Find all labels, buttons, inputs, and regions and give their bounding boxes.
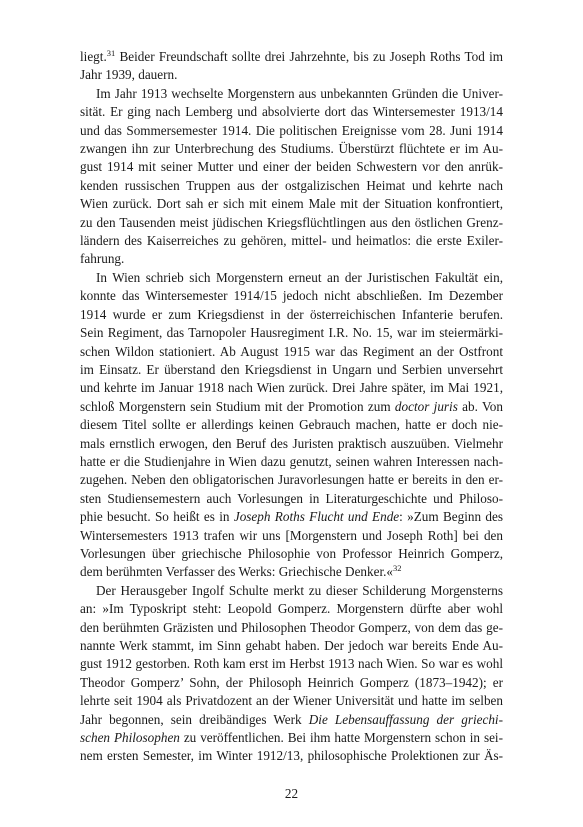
page-body bbox=[80, 48, 503, 766]
text-line: Theodor Gomperz’ Sohn, der Philosoph Heinrich Gomperz (1873–1942); er bbox=[80, 674, 503, 690]
text-line: Vorlesungen über griechische Philosophie von Professor Heinrich Gomperz, bbox=[80, 545, 503, 561]
text-line: sten Studiensemestern auch Vorlesungen in Literaturgeschichte und Philoso- bbox=[80, 490, 503, 506]
text-line: und das Sommersemester 1914. Die politischen Ereignisse vom 28. Juni 1914 bbox=[80, 122, 503, 138]
text-line: sität. Er ging nach Lemberg und absolvierte dort das Wintersemester 1913/14 bbox=[80, 104, 503, 120]
italic-text: Die Lebensauffassung der griechi- bbox=[308, 711, 503, 727]
text-line: schen Wildon stationiert. Ab August 1915 war das Regiment an der Ostfront bbox=[80, 343, 503, 359]
text-line: den berühmten Gräzisten und Philosophen Theodor Gomperz, von dem das ge- bbox=[80, 619, 503, 635]
italic-text: doctor juris bbox=[394, 398, 458, 414]
text-line: liegt.$^{31}$ Beider Freundschaft sollte drei Jahrzehnte, bis zu Joseph Roths Tod im bbox=[80, 48, 503, 64]
text-line: In Wien schrieb sich Morgenstern erneut an der Juristischen Fakultät ein, bbox=[96, 269, 503, 285]
text-line: Im Jahr 1913 wechselte Morgenstern aus unbekannten Gründen die Univer- bbox=[96, 85, 503, 101]
italic-text: schen Philosophen bbox=[80, 730, 180, 746]
text-line: dem berühmten Verfasser des Werks: Griechische Denker.«$^{32}$ bbox=[80, 563, 402, 580]
page-number: 22 bbox=[284, 786, 299, 801]
text-line: zugehen. Neben den obligatorischen Juravorlesungen hatte er bereits in den er- bbox=[80, 472, 503, 488]
footnote-marker: 32 bbox=[393, 563, 402, 574]
text-line: zwangen ihn zur Unterbrechung des Studiums. Überstürzt flüchtete er im Au- bbox=[80, 141, 503, 157]
text-line: und kehrte im Januar 1918 nach Wien zurück. Drei Jahre später, im Mai 1921, bbox=[80, 380, 503, 396]
text-line: Der Herausgeber Ingolf Schulte merkt zu dieser Schilderung Morgensterns bbox=[96, 582, 503, 598]
footnote-marker: 31 bbox=[106, 48, 116, 58]
text-line: Wintersemesters 1913 trafen wir uns [Morgenstern und Joseph Roth] bei den bbox=[80, 527, 503, 543]
text-line: ländern des Kaiserreiches zu gehören, mittel- und heimatlos: die erste Exiler- bbox=[80, 233, 503, 249]
text-line: schloß Morgenstern sein Studium mit der Promotion zum doctor juris ab. Von bbox=[80, 398, 503, 414]
text-line: konnte das Wintersemester 1914/15 jedoch nicht abschließen. Im Dezember bbox=[80, 288, 503, 304]
paragraph bbox=[80, 48, 503, 85]
paragraph bbox=[80, 85, 503, 269]
text-line: schen Philosophen zu veröffentlichen. Bei ihm hatte Morgenstern schon in sei- bbox=[80, 730, 503, 746]
text-line: mals ernstlich erwogen, den Beruf des Juristen praktisch auszuüben. Vielmehr bbox=[80, 435, 503, 451]
text-line: nem ersten Semester, im Winter 1912/13, philosophische Prolektionen zur Äs- bbox=[80, 748, 503, 764]
paragraph bbox=[80, 269, 503, 582]
text-line: diesem Titel sollte er allerdings keinen Gebrauch machen, hatte er doch nie- bbox=[80, 417, 503, 433]
text-line: 1914 wurde er zum Kriegsdienst in der österreichischen Infanterie berufen. bbox=[80, 306, 503, 322]
text-line: fahrung. bbox=[80, 251, 125, 267]
text-line: phie besucht. So heißt es in Joseph Roths Flucht und Ende: »Zum Beginn des bbox=[80, 509, 504, 525]
italic-text: Joseph Roths Flucht und Ende bbox=[233, 509, 400, 525]
text-line: gust 1914 mit seiner Mutter und einer der beiden Schwestern vor den anrük- bbox=[80, 159, 503, 175]
text-line: Jahr 1939, dauern. bbox=[80, 67, 178, 83]
paragraph bbox=[80, 582, 503, 766]
text-line: lehrte seit 1904 als Privatdozent an der Wiener Universität und hatte im selben bbox=[80, 693, 503, 709]
text-line: Wien zurück. Dort sah er sich mit einem Male mit der Situation konfrontiert, bbox=[80, 196, 503, 212]
text-line: Sein Regiment, das Tarnopoler Hausregiment I.R. No. 15, war im steiermärki- bbox=[80, 325, 503, 341]
text-line: zu den Tausenden meist jüdischen Kriegsflüchtlingen aus den östlichen Grenz- bbox=[80, 214, 503, 230]
text-line: nannte Werk stammt, im Sinn gehabt haben. Der jedoch war bereits Ende Au- bbox=[80, 638, 503, 653]
text-line: an: »Im Typoskript steht: Leopold Gomperz. Morgenstern dürfte aber wohl bbox=[80, 601, 503, 617]
text-line: hatte er die Studienjahre in Wien dazu genutzt, seinen wahren Interessen nach- bbox=[80, 453, 503, 469]
text-line: im Einsatz. Er überstand den Kriegsdienst in Ungarn und Serbien unversehrt bbox=[80, 361, 503, 377]
text-line: kenden russischen Truppen aus der ostgalizischen Heimat und kehrte nach bbox=[80, 177, 503, 193]
text-line: Jahr begonnen, sein dreibändiges Werk Die Lebensauffassung der griechi- bbox=[80, 711, 503, 727]
text-line: gust 1912 gestorben. Roth kam erst im Herbst 1913 nach Wien. So war es wohl bbox=[80, 656, 503, 672]
